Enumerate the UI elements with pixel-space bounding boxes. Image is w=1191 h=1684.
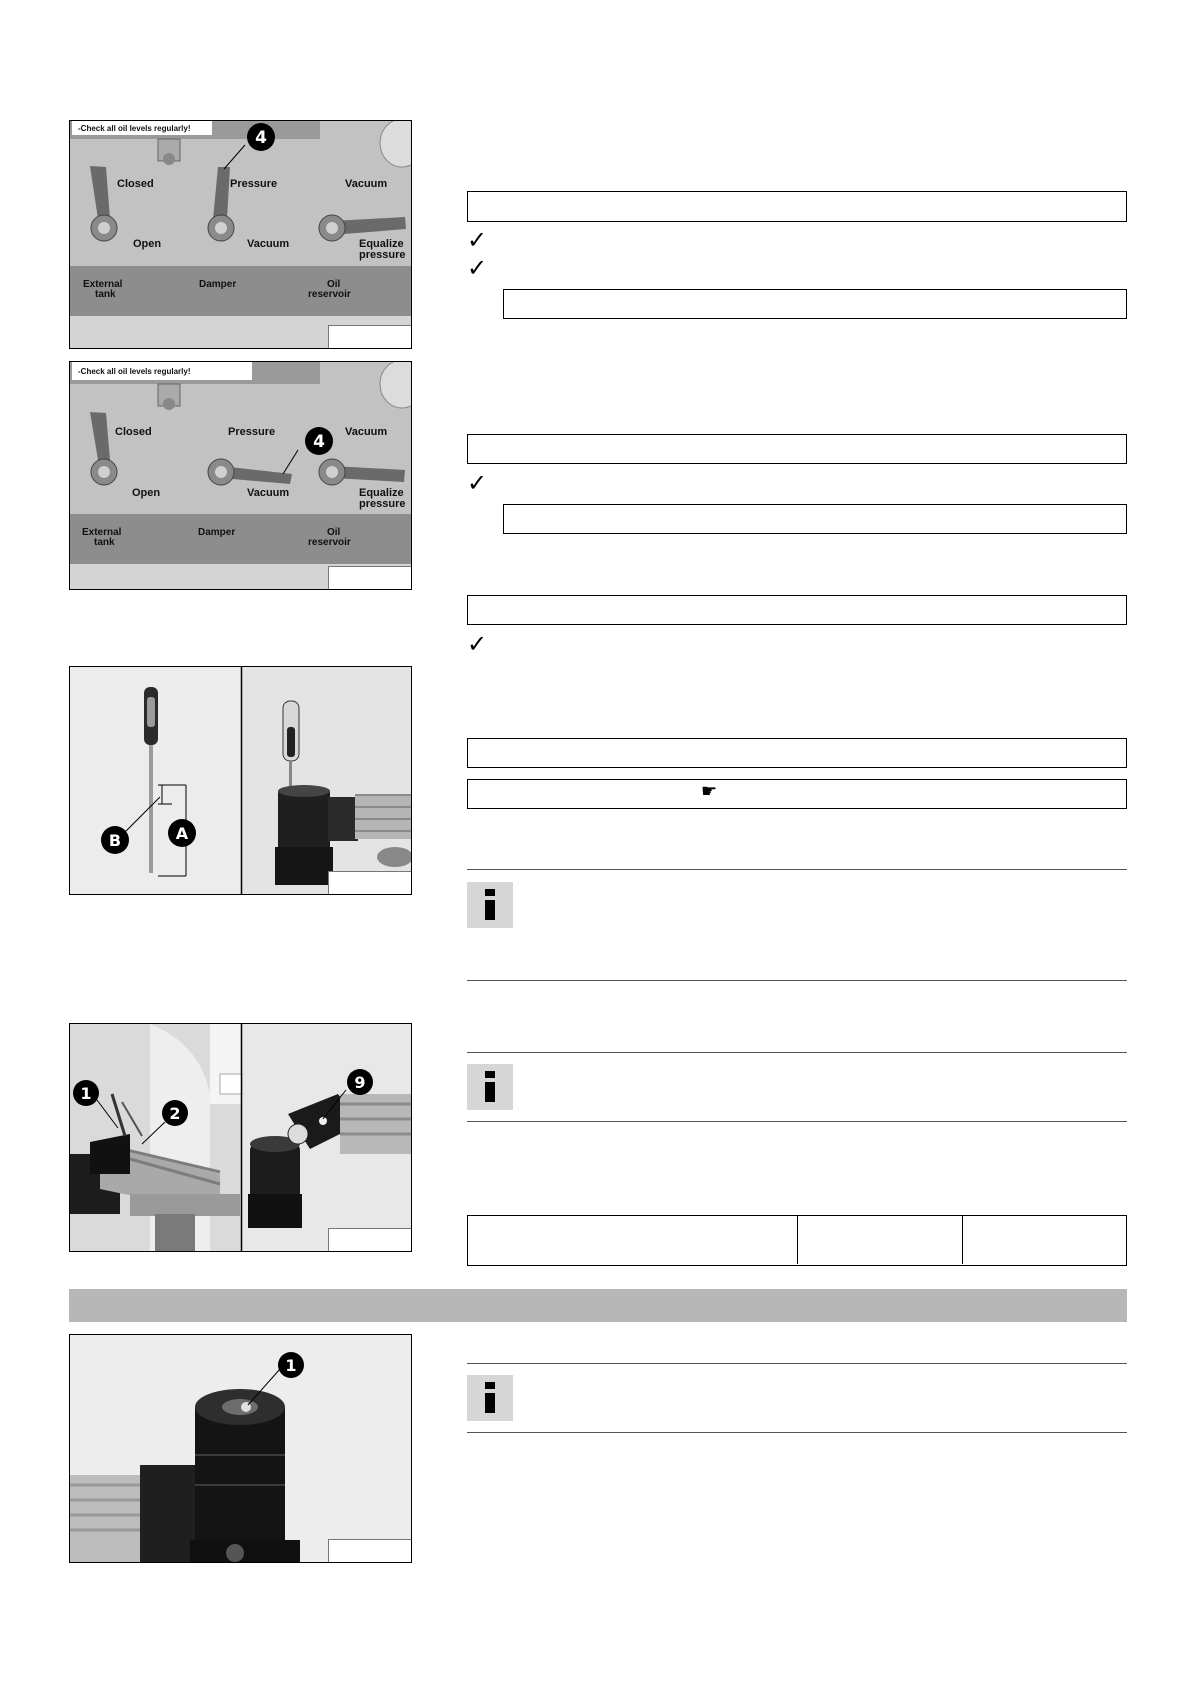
checkmark-icon: ✓: [467, 469, 488, 497]
callout-a: [168, 819, 196, 847]
photo-reservoir-screw: [69, 1334, 412, 1563]
label-open: Open: [132, 487, 161, 499]
label-closed: Closed: [117, 178, 154, 190]
svg-text:4: 4: [255, 128, 267, 148]
label-vacuum-right: Vacuum: [345, 426, 388, 438]
callout-1: [73, 1080, 99, 1106]
callout-4: [247, 123, 275, 151]
svg-text:1: 1: [80, 1084, 92, 1103]
label-tank: tank: [94, 537, 115, 548]
spec-table: [467, 1215, 1127, 1266]
label-external: External: [83, 279, 123, 290]
label-reservoir: reservoir: [308, 537, 351, 548]
label-oil: Oil: [327, 527, 341, 538]
note-rule-top: [467, 1363, 1127, 1364]
label-vacuum-right: Vacuum: [345, 178, 388, 190]
filling-device-panel-illustration: [70, 121, 412, 349]
svg-text:1: 1: [285, 1356, 297, 1375]
label-tank: tank: [95, 289, 116, 300]
callout-1: [278, 1352, 304, 1378]
callout-b: [101, 826, 129, 854]
instruction-frame: [503, 504, 1127, 534]
photo-screwdriver-measure: [69, 666, 412, 895]
info-icon: [467, 1375, 513, 1421]
figure-id-box: [328, 1539, 411, 1562]
spec-table-divider: [962, 1216, 963, 1264]
label-pressure: Pressure: [230, 178, 278, 190]
figure-id-box: [328, 871, 411, 894]
hand-icon: ☛: [701, 781, 718, 802]
note-rule-bottom: [467, 980, 1127, 981]
label-external: External: [82, 527, 122, 538]
callout-4: [305, 427, 333, 455]
checkmark-icon: ✓: [467, 630, 488, 658]
photo-filling-device-vacuum: [69, 361, 412, 590]
photo-filling-device-pressure: [69, 120, 412, 349]
instruction-frame: [467, 779, 1127, 809]
note-rule-top: [467, 1052, 1127, 1053]
checkmark-icon: ✓: [467, 226, 488, 254]
label-open: Open: [133, 238, 162, 250]
label-damper: Damper: [198, 527, 236, 538]
callout-9: [347, 1069, 373, 1095]
spec-table-divider: [797, 1216, 798, 1264]
label-reservoir: reservoir: [308, 289, 351, 300]
label-pressure: Pressure: [228, 426, 276, 438]
bleeder-illustration: [70, 1024, 412, 1252]
svg-text:B: B: [108, 831, 122, 850]
label-vacuum-middle: Vacuum: [247, 487, 290, 499]
label-vacuum-middle: Vacuum: [247, 238, 290, 250]
label-equalize: Equalize: [359, 238, 404, 250]
callout-2: [162, 1100, 188, 1126]
filling-device-panel-illustration: [70, 362, 412, 590]
note-rule-bottom: [467, 1121, 1127, 1122]
svg-text:9: 9: [354, 1073, 366, 1092]
instruction-frame: [503, 289, 1127, 319]
instruction-frame: [467, 595, 1127, 625]
note-rule-bottom: [467, 1432, 1127, 1433]
label-oil: Oil: [327, 279, 341, 290]
svg-text:4: 4: [313, 432, 325, 452]
instruction-frame: [467, 191, 1127, 222]
label-equalize: Equalize: [359, 487, 404, 499]
label-pressure-word: pressure: [359, 249, 406, 261]
figure-id-box: [328, 566, 411, 589]
sticker-text: -Check all oil levels regularly!: [78, 367, 191, 376]
screwdriver-illustration: [70, 667, 412, 895]
note-rule-top: [467, 869, 1127, 870]
figure-id-box: [328, 1228, 411, 1251]
svg-text:A: A: [175, 824, 189, 843]
photo-bleeder-screw: [69, 1023, 412, 1252]
checkmark-icon: ✓: [467, 254, 488, 282]
figure-id-box: [328, 325, 411, 348]
sticker-text: -Check all oil levels regularly!: [78, 124, 191, 133]
label-closed: Closed: [115, 426, 152, 438]
label-damper: Damper: [199, 279, 237, 290]
instruction-frame: [467, 434, 1127, 464]
instruction-frame: [467, 738, 1127, 768]
section-heading-bar: [69, 1289, 1127, 1322]
label-pressure-word: pressure: [359, 498, 406, 510]
info-icon: [467, 1064, 513, 1110]
svg-text:2: 2: [169, 1104, 181, 1123]
reservoir-illustration: [70, 1335, 412, 1563]
info-icon: [467, 882, 513, 928]
